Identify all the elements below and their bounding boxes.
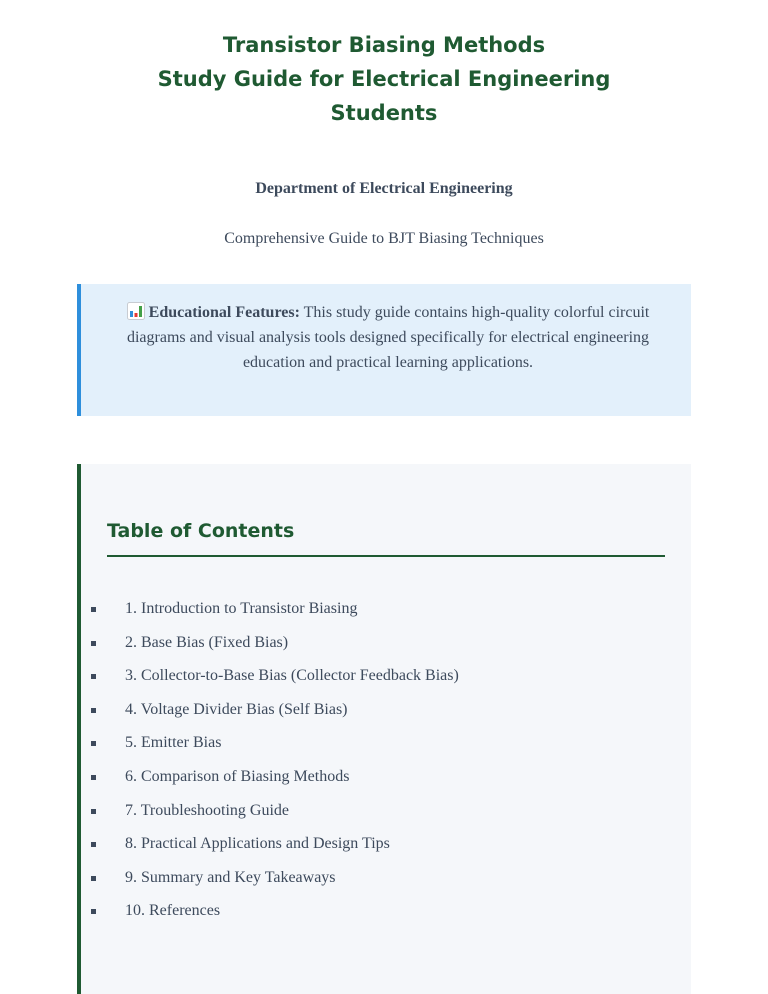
toc-item[interactable] (81, 732, 459, 766)
bar-chart-icon (127, 302, 145, 320)
toc-item-label: 4. Voltage Divider Bias (Self Bias) (125, 700, 348, 718)
toc-item-label: 7. Troubleshooting Guide (125, 801, 290, 819)
title-line-1: Transistor Biasing Methods (222, 33, 546, 57)
toc-item-label: 6. Comparison of Biasing Methods (125, 767, 350, 785)
toc-heading: Table of Contents (107, 520, 295, 542)
toc-item-label: 9. Summary and Key Takeaways (125, 868, 336, 886)
toc-item[interactable] (81, 699, 459, 733)
toc-item[interactable] (81, 632, 459, 666)
title-line-2: Study Guide for Electrical Engineering (157, 67, 611, 91)
bullet-icon (91, 674, 96, 679)
bullet-icon (91, 708, 96, 713)
document-title (0, 28, 768, 130)
toc-divider (107, 555, 665, 557)
toc-item[interactable] (81, 833, 459, 867)
toc-item-label: 1. Introduction to Transistor Biasing (125, 600, 358, 617)
bullet-icon (91, 876, 96, 881)
toc-item-label: 10. References (125, 902, 221, 920)
toc-item[interactable] (81, 766, 459, 800)
feature-text: This study guide contains high-quality colorful circuit diagrams and visual analysis tools designed specifically for electrical engineering education and practical learning applications. (126, 304, 650, 371)
toc-item-label: 2. Base Bias (Fixed Bias) (125, 633, 289, 651)
toc-item-label: 8. Practical Applications and Design Tips (125, 835, 390, 853)
bullet-icon (91, 641, 96, 646)
bullet-icon (91, 775, 96, 780)
title-line-3: Students (330, 101, 438, 125)
bullet-icon (91, 607, 96, 612)
bullet-icon (91, 842, 96, 847)
bullet-icon (91, 741, 96, 746)
toc-item-label: 5. Emitter Bias (125, 734, 222, 752)
toc-item-label: 3. Collector-to-Base Bias (Collector Feedback Bias) (125, 667, 459, 685)
toc-item[interactable] (81, 800, 459, 834)
bullet-icon (91, 809, 96, 814)
table-of-contents (77, 464, 691, 994)
toc-item[interactable] (81, 665, 459, 699)
bullet-icon (91, 909, 96, 914)
educational-features-callout (77, 284, 691, 416)
toc-item[interactable] (81, 867, 459, 901)
department-name: Department of Electrical Engineering (255, 180, 513, 197)
feature-label: Educational Features: (148, 304, 300, 321)
toc-item[interactable] (81, 900, 459, 934)
toc-list (81, 598, 459, 934)
document-subtitle: Comprehensive Guide to BJT Biasing Techniques (224, 230, 544, 247)
toc-item[interactable] (81, 598, 459, 632)
